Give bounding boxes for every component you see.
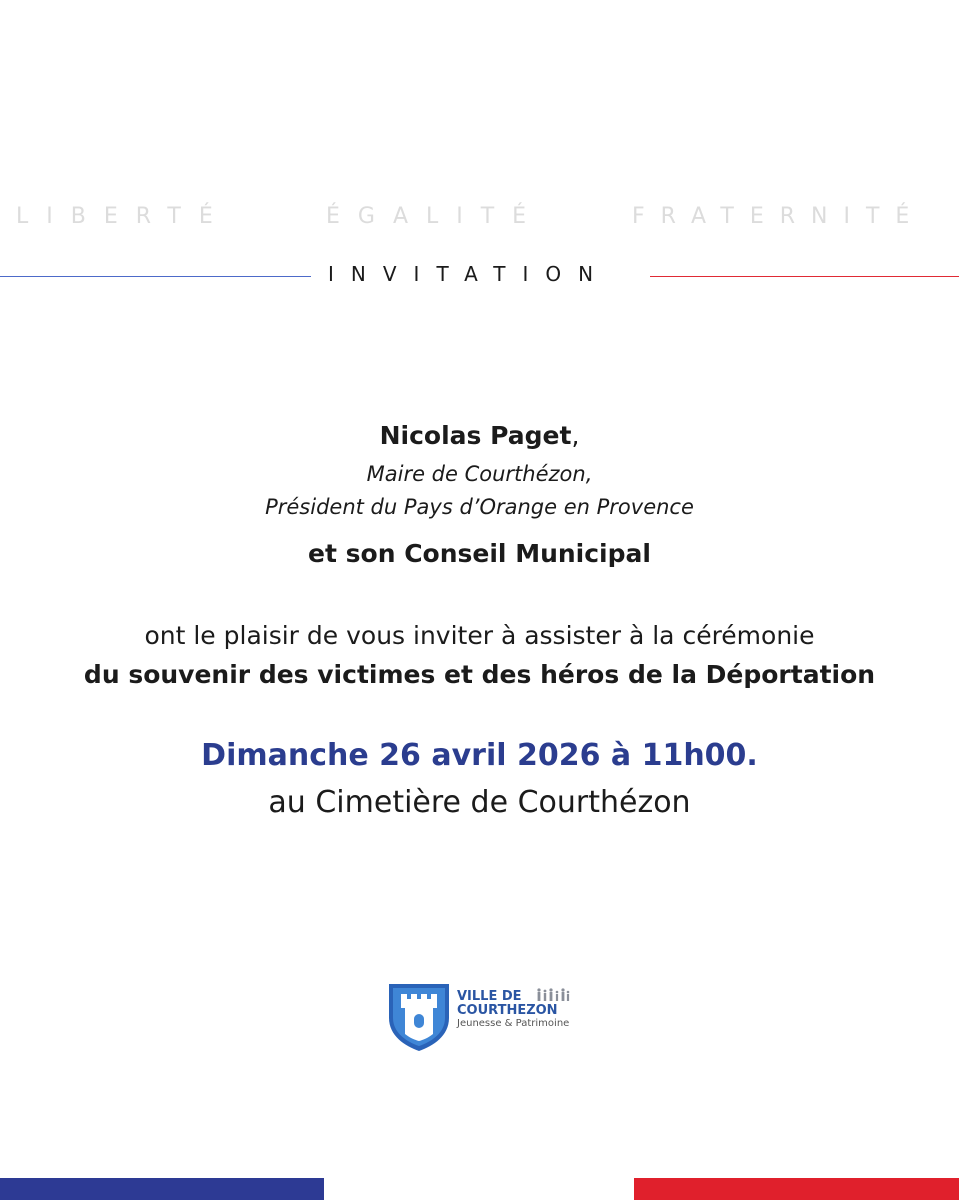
invitation-message-line2: du souvenir des victimes et des héros de la Déportation: [83, 660, 876, 689]
host-name-line: [0, 421, 959, 450]
event-date: Dimanche 26 avril 2026 à 11h00.: [201, 738, 758, 773]
people-figures-icon: [535, 988, 571, 1002]
invitation-title: INVITATION: [328, 262, 611, 286]
motto-egalite: ÉGALITÉ: [326, 204, 545, 229]
red-divider-line: [650, 276, 959, 277]
blue-divider-line: [0, 276, 311, 277]
invitation-header: [0, 258, 959, 294]
flag-blue-bar: [0, 1178, 324, 1200]
host-title-president: Président du Pays d’Orange en Provence: [265, 495, 694, 519]
host-title-mayor: Maire de Courthézon,: [366, 462, 593, 486]
motto-fraternite: FRATERNITÉ: [632, 204, 926, 229]
motto-liberte: LIBERTÉ: [16, 204, 231, 229]
logo-line1: VILLE DE: [457, 989, 522, 1004]
castle-shield-icon: [387, 982, 451, 1052]
invitation-message-line1: ont le plaisir de vous inviter à assister à la cérémonie: [144, 621, 815, 650]
host-name: Nicolas Paget: [379, 421, 572, 450]
motto-row: [0, 200, 959, 240]
flag-red-bar: [634, 1178, 959, 1200]
event-place: au Cimetière de Courthézon: [268, 785, 691, 820]
host-council: et son Conseil Municipal: [308, 539, 651, 568]
logo-line3: Jeunesse & Patrimoine: [457, 1018, 570, 1029]
ville-de-courthezon-logo: [387, 982, 577, 1054]
logo-line2: COURTHEZON: [457, 1003, 558, 1018]
host-name-comma: ,: [571, 421, 580, 450]
